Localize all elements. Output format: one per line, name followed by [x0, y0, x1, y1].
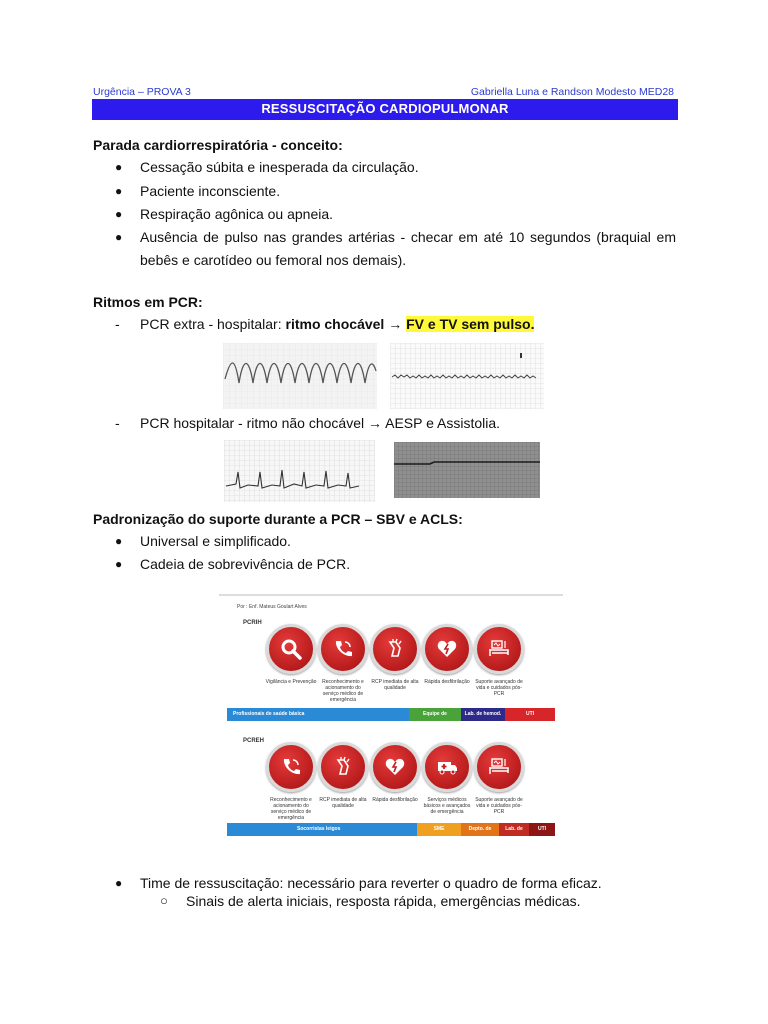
heart-bolt-icon [422, 624, 472, 674]
non-shockable-rhythm-line: PCR hospitalar - ritmo não chocável → AESP e Assistolia. [140, 415, 501, 431]
hands-icon [370, 624, 420, 674]
hands-icon [318, 742, 368, 792]
infographic-credit: Por : Enf. Mateus Goulart Alves [237, 604, 307, 610]
ambulance-icon [422, 742, 472, 792]
heart-bolt-icon [370, 742, 420, 792]
pcrih-label: PCRIH [243, 620, 262, 626]
ecg-vf-strip [223, 343, 377, 409]
dash-marker: - [115, 316, 120, 332]
pcreh-care-bar: Socorristas leigos SME Depto. de Emergência Lab. de hemod. UTI [227, 823, 555, 836]
step-advanced-care: Suporte avançado de vida e cuidados pós-PCR [473, 624, 525, 697]
ecg-pea-strip [224, 440, 375, 502]
sub-list-item: Sinais de alerta iniciais, resposta rápida, emergências médicas. [186, 893, 581, 909]
bullet-icon: ● [115, 184, 123, 198]
bullet-icon: ● [115, 557, 123, 571]
step-advanced-care: Suporte avançado de vida e cuidados pós-PCR [473, 742, 525, 815]
phone-icon [318, 624, 368, 674]
shockable-rhythm-line: PCR extra - hospitalar: ritmo chocável → FV e TV sem pulso. [140, 316, 535, 332]
step-cpr: RCP imediata de alta qualidade [369, 624, 421, 691]
hospital-bed-icon [474, 742, 524, 792]
bullet-icon: ● [115, 207, 123, 221]
step-surveillance: Vigilância e Prevenção [265, 624, 317, 685]
magnifier-icon [266, 624, 316, 674]
chain-of-survival-infographic [219, 594, 563, 852]
step-recognition: Reconhecimento e acionamento do serviço médico de emergência [265, 742, 317, 821]
step-recognition: Reconhecimento e acionamento do serviço médico de emergência [317, 624, 369, 703]
ecg-asystole-strip [390, 438, 544, 502]
pcrih-care-bar: Profissionais de saúde básica Equipe de ressuscitação Lab. de hemod. UTI [227, 708, 555, 721]
section-heading-rhythms: Ritmos em PCR: [93, 294, 203, 310]
list-item: ● Ausência de pulso nas grandes artérias - checar em até 10 segundos (braquial em bebês e carotídeo ou femoral nos demais). [140, 226, 676, 272]
bullet-icon: ● [115, 230, 123, 244]
header-right: Gabriella Luna e Randson Modesto MED28 [470, 86, 674, 98]
dash-marker: - [115, 415, 120, 431]
hospital-bed-icon [474, 624, 524, 674]
header-left: Urgência – PROVA 3 [93, 86, 191, 98]
hollow-bullet-icon: ○ [160, 893, 168, 908]
arrow-right-icon: → [388, 316, 403, 332]
bullet-icon: ● [115, 160, 123, 174]
section-heading-concept: Parada cardiorrespiratória - conceito: [93, 137, 343, 153]
step-cpr: RCP imediata de alta qualidade [317, 742, 369, 809]
pcreh-label: PCREH [243, 738, 265, 744]
ecg-vt-strip [390, 343, 544, 409]
bullet-icon: ● [115, 876, 123, 890]
step-ems: Serviços médicos básicos e avançados de emergência [421, 742, 473, 815]
phone-icon [266, 742, 316, 792]
step-defibrillation: Rápida desfibrilação [369, 742, 421, 803]
page-title: RESSUSCITAÇÃO CARDIOPULMONAR [92, 99, 678, 120]
bullet-icon: ● [115, 534, 123, 548]
section-heading-standardization: Padronização do suporte durante a PCR – SBV e ACLS: [93, 511, 463, 527]
step-defibrillation: Rápida desfibrilação [421, 624, 473, 685]
